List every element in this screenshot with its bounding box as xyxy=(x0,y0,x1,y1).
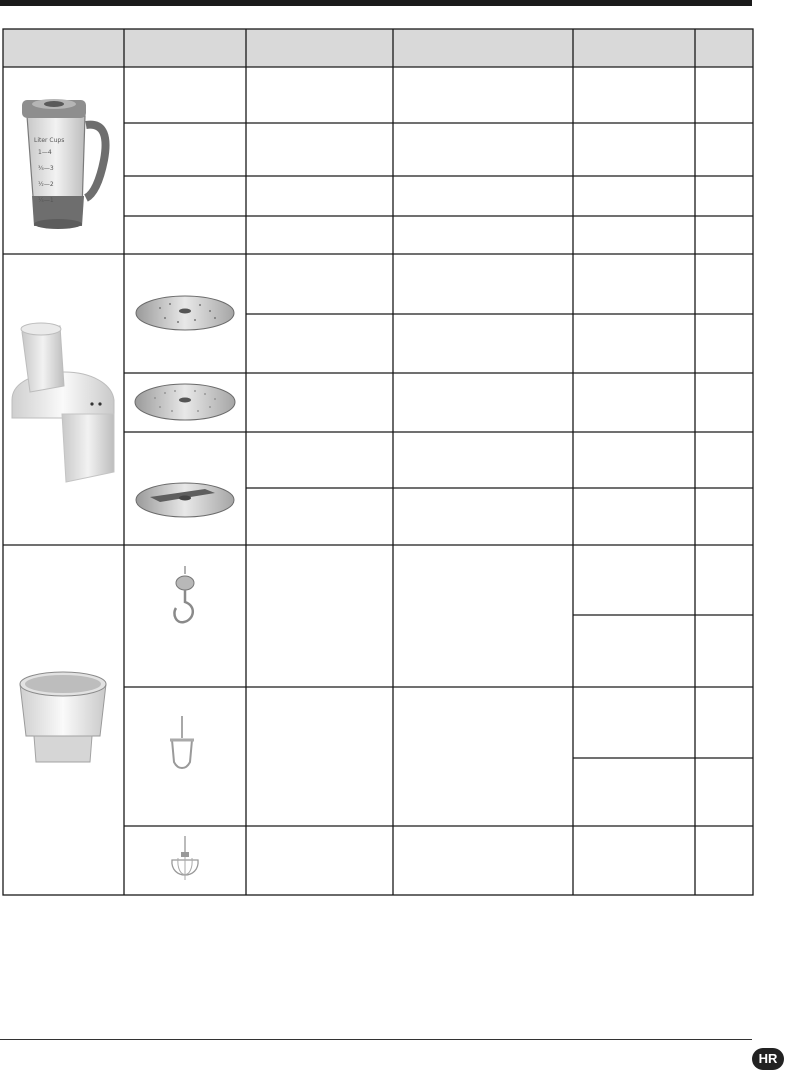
footer-rule xyxy=(0,1039,752,1040)
whisk-icon xyxy=(172,836,198,880)
slicing-grating-disc-icon xyxy=(136,296,234,330)
svg-text:¼—1: ¼—1 xyxy=(38,197,54,204)
beater-icon xyxy=(170,716,194,768)
fine-grating-disc-icon xyxy=(135,384,235,420)
svg-text:Liter Cups: Liter Cups xyxy=(34,137,65,144)
mixing-bowl-icon xyxy=(20,672,106,762)
food-processor-icon xyxy=(12,323,114,482)
table-header xyxy=(3,29,753,67)
language-badge: HR xyxy=(752,1048,784,1070)
svg-text:1—4: 1—4 xyxy=(38,149,52,156)
svg-text:½—2: ½—2 xyxy=(38,181,54,188)
slicing-disc-icon xyxy=(136,483,234,517)
table-lines xyxy=(3,29,753,895)
blender-jug-icon xyxy=(22,99,106,229)
svg-text:¾—3: ¾—3 xyxy=(38,165,54,172)
dough-hook-icon xyxy=(174,566,194,622)
